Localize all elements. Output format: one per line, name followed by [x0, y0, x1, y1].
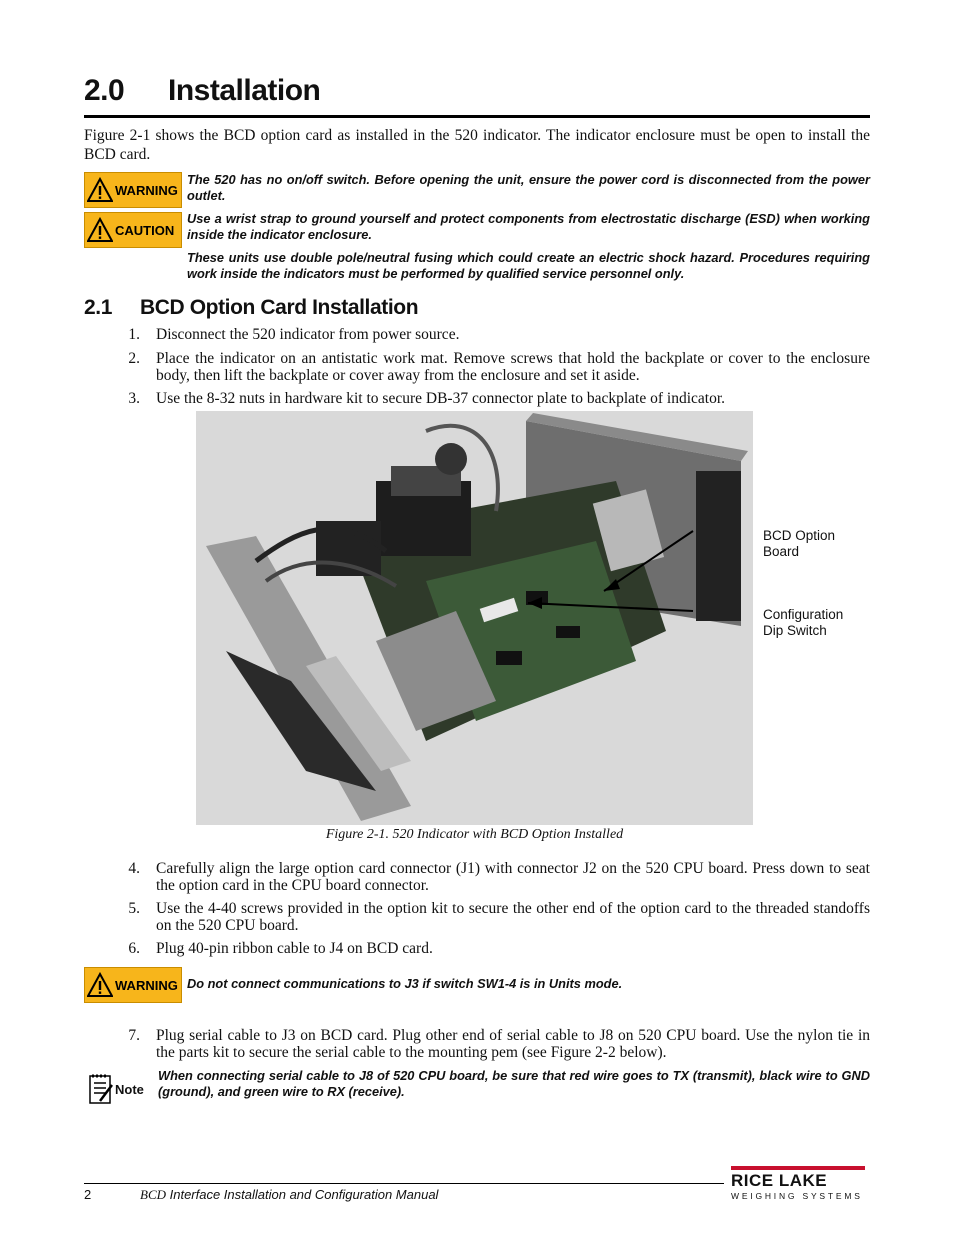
step-number: 4.: [128, 860, 140, 877]
subsection-number: 2.1: [84, 296, 112, 319]
callout-bcd-option-board: BCD Option Board: [763, 528, 836, 559]
step-number: 6.: [128, 940, 140, 957]
step-text: Plug 40-pin ribbon cable to J4 on BCD card.: [156, 940, 433, 957]
callout-config-dip-switch: Configuration Dip Switch: [763, 607, 844, 638]
step-text: Disconnect the 520 indicator from power source.: [156, 326, 460, 343]
section-number: 2.0: [84, 74, 125, 107]
note-text: When connecting serial cable to J8 of 520 CPU board, be sure that red wire goes to TX (transmit), black wire to GND (ground), and green wire to RX (receive).: [158, 1068, 870, 1099]
logo-main: RICE LAKE: [731, 1171, 828, 1190]
figure-photo: [196, 411, 753, 825]
page-number: 2: [84, 1187, 92, 1202]
step-text: Plug serial cable to J3 on BCD card. Plug other end of serial cable to J8 on 520 CPU board. Use the nylon tie in the parts kit to secure the serial cable to the mounting pem (see Figure 2-2 below).: [156, 1027, 870, 1061]
figure-caption: Figure 2-1. 520 Indicator with BCD Option Installed: [325, 827, 624, 842]
section-title: Installation: [168, 74, 321, 107]
step-text: Carefully align the large option card connector (J1) with connector J2 on the 520 CPU board. Press down to seat the option card in the CPU board connector.: [156, 860, 870, 894]
caution-badge: [84, 212, 182, 248]
note-badge: [88, 1072, 154, 1106]
step-6: [84, 940, 870, 957]
subsection-title: BCD Option Card Installation: [140, 296, 419, 319]
step-number: 2.: [128, 350, 140, 367]
warning-label: WARNING: [115, 182, 178, 198]
step-7: [84, 1027, 870, 1061]
step-4: [84, 860, 870, 894]
caution-icon: [87, 217, 113, 243]
step-number: 1.: [128, 326, 140, 343]
warning-icon: [87, 972, 113, 998]
note-pad-icon: [88, 1073, 114, 1105]
step-text: Use the 8-32 nuts in hardware kit to secure DB-37 connector plate to backplate of indicator.: [156, 390, 726, 407]
warning-label: WARNING: [115, 977, 178, 993]
step-number: 7.: [128, 1027, 140, 1044]
intro-paragraph: Figure 2-1 shows the BCD option card as installed in the 520 indicator. The indicator enclosure must be open to install the BCD card.: [84, 127, 870, 163]
logo-red-bar: [731, 1166, 865, 1170]
step-2: [84, 350, 870, 384]
manual-title-rest: Interface Installation and Configuration Manual: [166, 1187, 439, 1202]
warning-badge-2: [84, 967, 182, 1003]
step-1: [84, 326, 870, 343]
step-3: [84, 390, 870, 407]
warning-text: The 520 has no on/off switch. Before opening the unit, ensure the power cord is disconnected from the power outlet.: [187, 172, 870, 203]
step-number: 3.: [128, 390, 140, 407]
step-number: 5.: [128, 900, 140, 917]
fusing-text: These units use double pole/neutral fusing which could create an electric shock hazard. Procedures requiring work inside the indicators must be performed by qualified service personnel only.: [187, 250, 870, 281]
subsection-heading: [84, 294, 418, 322]
footer-rule: [84, 1183, 724, 1184]
step-text: Use the 4-40 screws provided in the option kit to secure the other end of the option card to the threaded standoffs on the 520 CPU board.: [156, 900, 870, 934]
step-5: [84, 900, 870, 934]
caution-text: Use a wrist strap to ground yourself and protect components from electrostatic discharge (ESD) when working inside the indicator enclosure.: [187, 211, 870, 242]
logo-sub: WEIGHING SYSTEMS: [731, 1191, 863, 1201]
warning-badge: [84, 172, 182, 208]
section-heading: [84, 70, 870, 118]
warning-text-2: Do not connect communications to J3 if switch SW1-4 is in Units mode.: [187, 976, 623, 991]
caution-label: CAUTION: [115, 222, 175, 238]
manual-title: [140, 1187, 438, 1203]
warning-icon: [87, 177, 113, 203]
step-text: Place the indicator on an antistatic work mat. Remove screws that hold the backplate or cover to the enclosure body, then lift the backplate or cover away from the enclosure and set it aside.: [156, 350, 870, 384]
note-label: Note: [115, 1081, 144, 1097]
manual-title-bold: BCD: [140, 1187, 166, 1202]
